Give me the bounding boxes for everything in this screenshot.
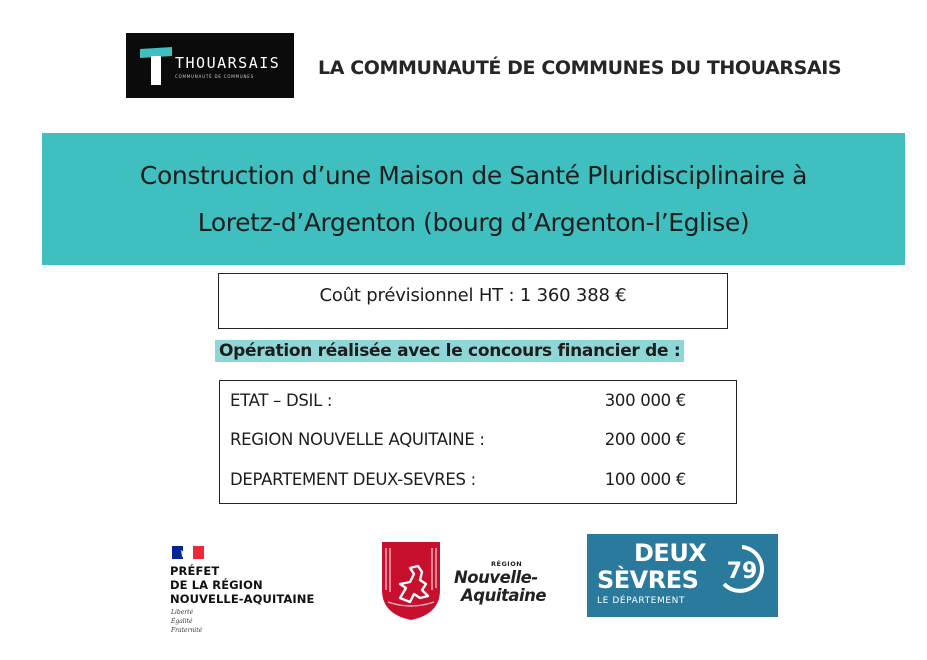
- region-name-line-2: Aquitaine: [461, 586, 547, 605]
- project-title-line-1: Construction d’une Maison de Santé Pluridisciplinaire à: [139, 161, 808, 190]
- funding-amount: 100 000 €: [604, 470, 686, 489]
- nouvelle-aquitaine-logo: [380, 540, 560, 622]
- thouarsais-t-icon: [138, 45, 174, 87]
- prefet-motto-1: Liberté: [171, 609, 194, 616]
- department-79-icon: [718, 544, 766, 594]
- deux-sevres-logo: [587, 534, 778, 617]
- cost-box: [218, 273, 728, 329]
- funding-label: ETAT – DSIL :: [230, 391, 333, 410]
- prefet-logo: [168, 543, 358, 638]
- deux-sevres-line-3: LE DÉPARTEMENT: [597, 596, 686, 606]
- prefet-motto-3: Fraternité: [171, 627, 203, 634]
- department-number: 79: [726, 559, 758, 584]
- funding-table: [219, 380, 737, 504]
- funding-heading: Opération réalisée avec le concours financier de :: [215, 340, 684, 362]
- prefet-line-2: DE LA RÉGION: [170, 578, 263, 592]
- funding-label: DEPARTEMENT DEUX-SEVRES :: [230, 470, 476, 489]
- region-small-label: RÉGION: [491, 560, 523, 568]
- thouarsais-logo-text: THOUARSAIS: [175, 54, 281, 72]
- prefet-motto-2: Égalité: [171, 618, 193, 625]
- funding-row: [220, 430, 736, 454]
- french-flag-icon: [172, 546, 204, 559]
- thouarsais-logo: [126, 33, 294, 98]
- deux-sevres-line-2: SÈVRES: [597, 566, 699, 594]
- funding-row: [220, 470, 736, 494]
- lion-shield-icon: [380, 540, 442, 622]
- funding-label: REGION NOUVELLE AQUITAINE :: [230, 430, 485, 449]
- funding-amount: 300 000 €: [604, 391, 686, 410]
- project-title-banner: [42, 133, 905, 265]
- deux-sevres-line-1: DEUX: [634, 539, 707, 567]
- prefet-line-1: PRÉFET: [170, 564, 220, 578]
- thouarsais-logo-subtext: COMMUNAUTÉ DE COMMUNES: [175, 74, 254, 79]
- project-title-line-2: Loretz-d’Argenton (bourg d’Argenton-l’Eglise): [197, 208, 750, 237]
- organization-title: LA COMMUNAUTÉ DE COMMUNES DU THOUARSAIS: [318, 57, 842, 79]
- prefet-line-3: NOUVELLE-AQUITAINE: [170, 592, 315, 606]
- funding-amount: 200 000 €: [604, 430, 686, 449]
- cost-text: Coût prévisionnel HT : 1 360 388 €: [319, 285, 627, 306]
- funding-row: [220, 391, 736, 415]
- region-name-line-1: Nouvelle-: [454, 568, 538, 587]
